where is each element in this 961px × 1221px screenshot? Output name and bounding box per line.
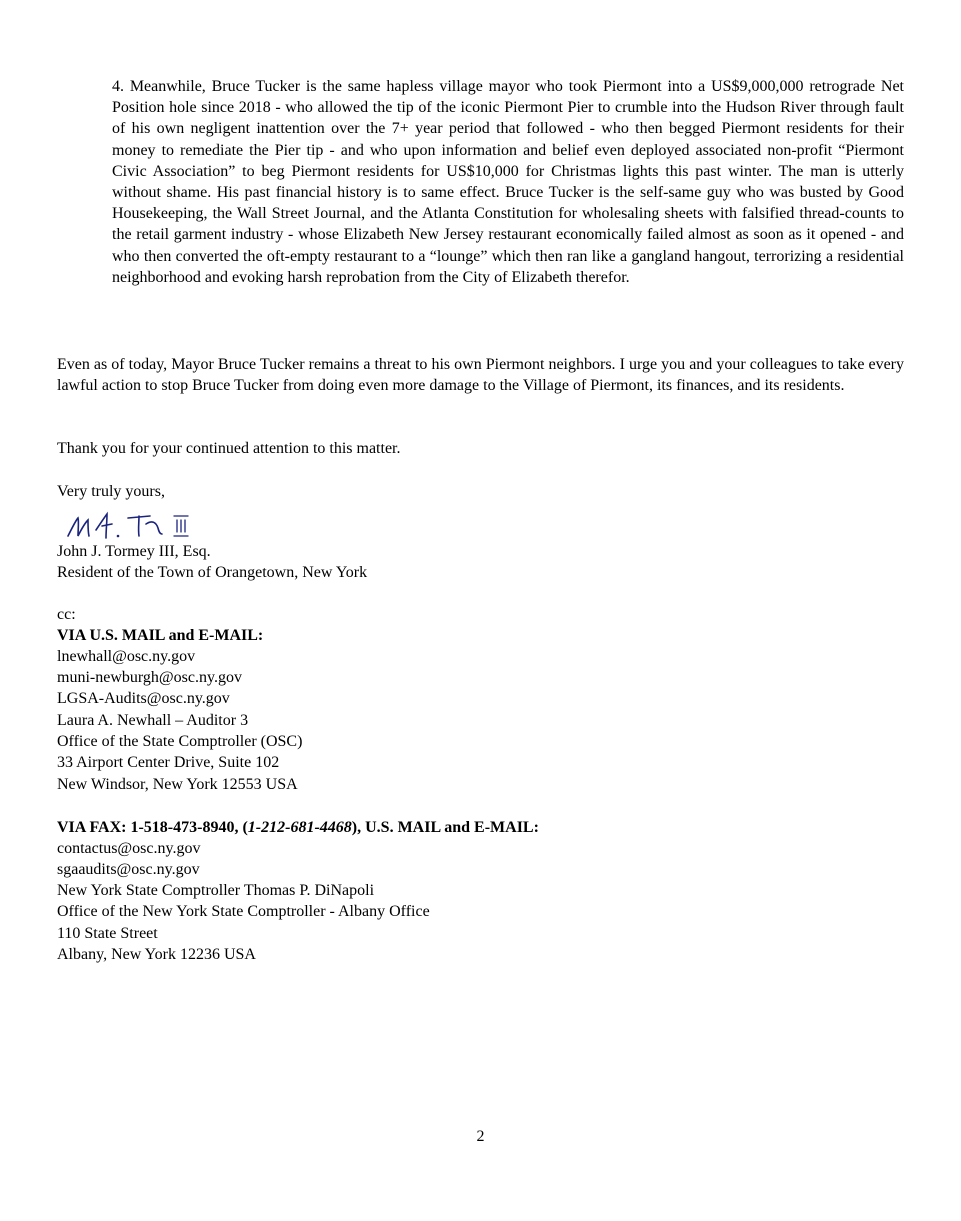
thanks-line: Thank you for your continued attention to this matter. [57, 440, 401, 457]
handwritten-signature [66, 508, 226, 544]
closing-line: Very truly yours, [57, 483, 165, 500]
recipient-1-line: LGSA-Audits@osc.ny.gov [57, 690, 230, 707]
signer-name: John J. Tormey III, Esq. [57, 543, 211, 560]
signer-residence: Resident of the Town of Orangetown, New York [57, 564, 368, 581]
recipient-2-heading-fax-alt: 1-212-681-4468 [247, 819, 352, 836]
recipient-2-heading [57, 817, 539, 838]
recipient-2-line: Office of the New York State Comptroller - Albany Office [57, 903, 430, 920]
recipient-2-heading-prefix: VIA FAX: 1-518-473-8940, ( [57, 819, 248, 836]
urge-paragraph: Even as of today, Mayor Bruce Tucker remains a threat to his own Piermont neighbors. I urge you and your colleagues to take every lawful action to stop Bruce Tucker from doing even more damage to the Village of Piermont, its finances, and its residents. [57, 356, 904, 395]
recipient-1-line: Laura A. Newhall – Auditor 3 [57, 712, 249, 729]
recipient-2-line: sgaaudits@osc.ny.gov [57, 861, 200, 878]
recipient-1-line: lnewhall@osc.ny.gov [57, 648, 196, 665]
recipient-2-line: 110 State Street [57, 925, 158, 942]
recipient-1-line: Office of the State Comptroller (OSC) [57, 733, 303, 750]
recipient-2-heading-suffix: ), U.S. MAIL and E-MAIL: [351, 819, 539, 836]
recipient-2-line: Albany, New York 12236 USA [57, 946, 256, 963]
recipient-2-line: New York State Comptroller Thomas P. DiNapoli [57, 882, 375, 899]
recipient-1-heading: VIA U.S. MAIL and E-MAIL: [57, 627, 264, 644]
recipient-1-line: New Windsor, New York 12553 USA [57, 776, 298, 793]
page-number: 2 [476, 1128, 485, 1145]
numbered-paragraph-4: 4. Meanwhile, Bruce Tucker is the same hapless village mayor who took Piermont into a US$9,000,000 retrograde Net Position hole since 2018 - who allowed the tip of the iconic Piermont Pier to crumble into the Hudson River through fault of his own negligent inattention over the 7+ year period that followed - who then begged Piermont residents for their money to remediate the Pier tip - and who upon information and belief even deployed associated non-profit “Piermont Civic Association” to beg Piermont residents for US$10,000 for Christmas lights this past winter. The man is utterly without shame. His past financial history is to same effect. Bruce Tucker is the self-same guy who was busted by Good Housekeeping, the Wall Street Journal, and the Atlanta Constitution for wholesaling sheets with falsified thread-counts to the retail garment industry - whose Elizabeth New Jersey restaurant economically failed almost as soon as it opened - and who then converted the oft-empty restaurant to a “lounge” which then ran like a gangland hangout, terrorizing a residential neighborhood and evoking harsh reprobation from the City of Elizabeth therefor. [112, 78, 904, 286]
recipient-1-line: 33 Airport Center Drive, Suite 102 [57, 754, 280, 771]
recipient-2-line: contactus@osc.ny.gov [57, 840, 201, 857]
cc-label: cc: [57, 606, 76, 623]
recipient-1-line: muni-newburgh@osc.ny.gov [57, 669, 242, 686]
